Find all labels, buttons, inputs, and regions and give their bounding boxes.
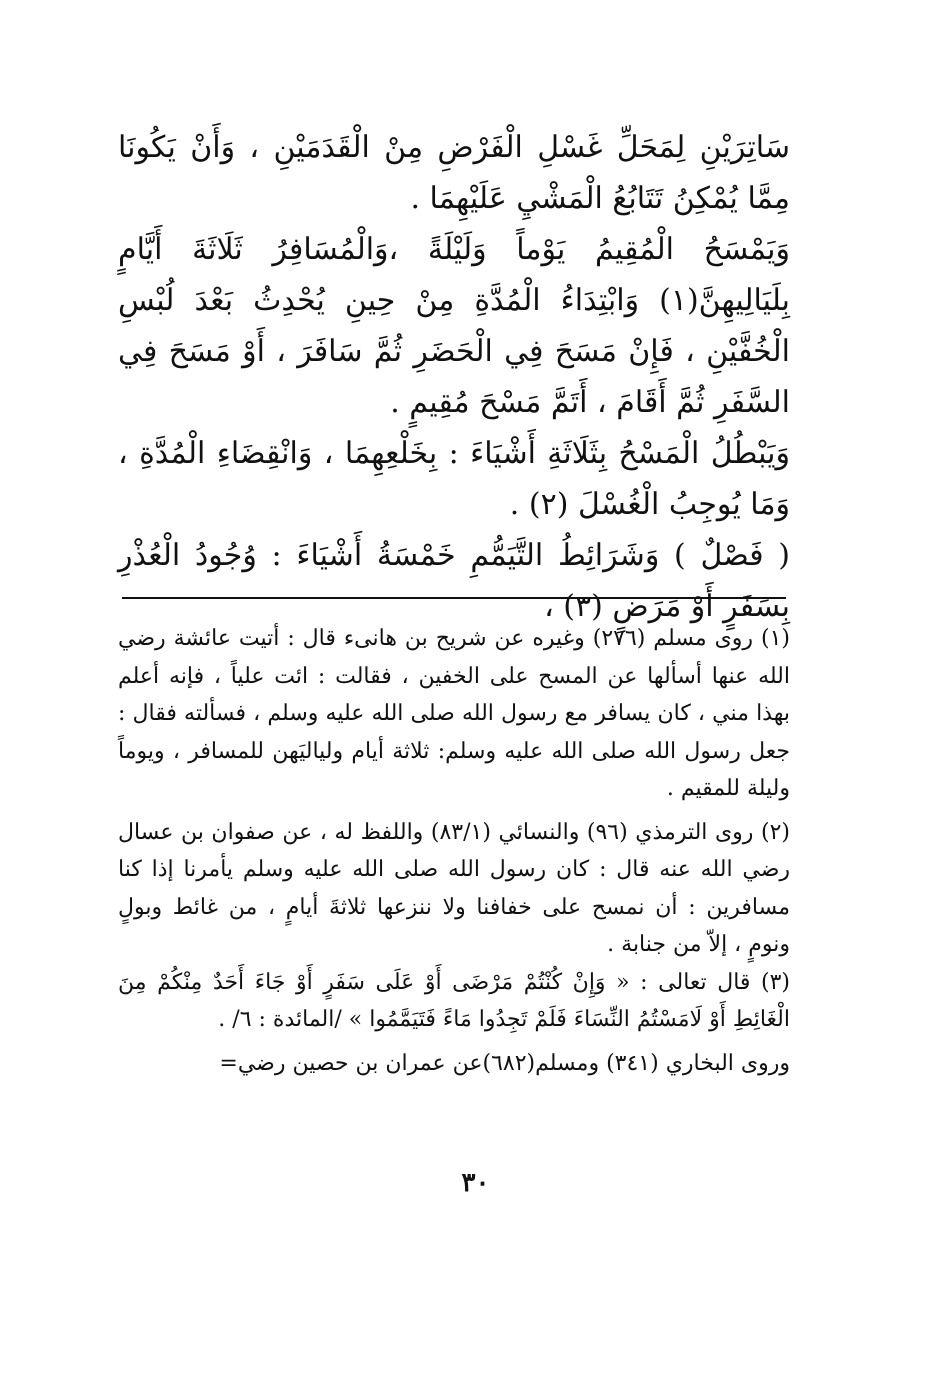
footnote-3: (٣) قال تعالى : « وَإِنْ كُنْتُمْ مَرْضَى أَوْ عَلَى سَفَرٍ أَوْ جَاءَ أَحَدٌ مِنْكُمْ مِنَ الْغَائِطِ أَوْ لَامَسْتُمُ النِّسَاءَ فَلَمْ تَجِدُوا مَاءً فَتَيَمَّمُوا » /المائدة : ٦/ . [118, 969, 790, 1032]
footnotes-block [118, 620, 790, 1082]
main-paragraph: وَيَمْسَحُ الْمُقِيمُ يَوْماً وَلَيْلَةً ،وَالْمُسَافِرُ ثَلَاثَةَ أَيَّامٍ بِلَيَالِيهِنَّ(١) وَابْتِدَاءُ الْمُدَّةِ مِنْ حِينِ يُحْدِثُ بَعْدَ لُبْسِ الْخُفَّيْنِ ، فَإِنْ مَسَحَ فِي الْحَضَرِ ثُمَّ سَافَرَ ، أَوْ مَسَحَ فِي السَّفَرِ ثُمَّ أَقَامَ ، أَتَمَّ مَسْحَ مُقِيمٍ . [118, 232, 790, 420]
main-text-block [118, 122, 790, 632]
main-body [118, 122, 790, 632]
footnote-divider [122, 597, 786, 599]
main-paragraph: ( فَصْلٌ ) وَشَرَائِطُ التَّيَمُّمِ خَمْسَةُ أَشْيَاءَ : وُجُودُ الْعُذْرِ بِسَفَرٍ أَوْ مَرَضٍ (٣) ، [118, 538, 790, 624]
footnote-1: (١) روى مسلم (٢٧٦) وغيره عن شريح بن هانىء قال : أتيت عائشة رضي الله عنها أسألها عن المسح على الخفين ، فقالت : ائت علياً ، فإنه أعلم بهذا مني ، كان يسافر مع رسول الله صلى الله عليه وسلم ، فسألته فقال : جعل رسول الله صلى الله عليه وسلم: ثلاثة أيام ولياليَهن للمسافر ، ويوماً وليلة للمقيم . [118, 626, 791, 801]
main-paragraph: وَيَبْطُلُ الْمَسْحُ بِثَلَاثَةِ أَشْيَاءَ : بِخَلْعِهِمَا ، وَانْقِضَاءِ الْمُدَّةِ ، وَمَا يُوجِبُ الْغُسْلَ (٢) . [118, 436, 790, 522]
footnote-2: (٢) روى الترمذي (٩٦) والنسائي (٨٣/١) واللفظ له ، عن صفوان بن عسال رضي الله عنه قال : كان رسول الله صلى الله عليه وسلم يأمرنا إذا كنا مسافرين : أن نمسح على خفافنا ولا ننزعها ثلاثةَ أيامٍ ، من غائط وبولٍ ونومٍ ، إلاّ من جنابة . [118, 819, 790, 957]
page-number: ٣٠ [461, 1168, 490, 1198]
footnote-continuation: وروى البخاري (٣٤١) ومسلم(٦٨٢)عن عمران بن حصين رضي= [219, 1050, 790, 1076]
main-paragraph: سَاتِرَيْنِ لِمَحَلِّ غَسْلِ الْفَرْضِ مِنْ الْقَدَمَيْنِ ، وَأَنْ يَكُونَا مِمَّا يُمْكِنُ تَتَابُعُ الْمَشْيِ عَلَيْهِمَا . [118, 130, 790, 216]
